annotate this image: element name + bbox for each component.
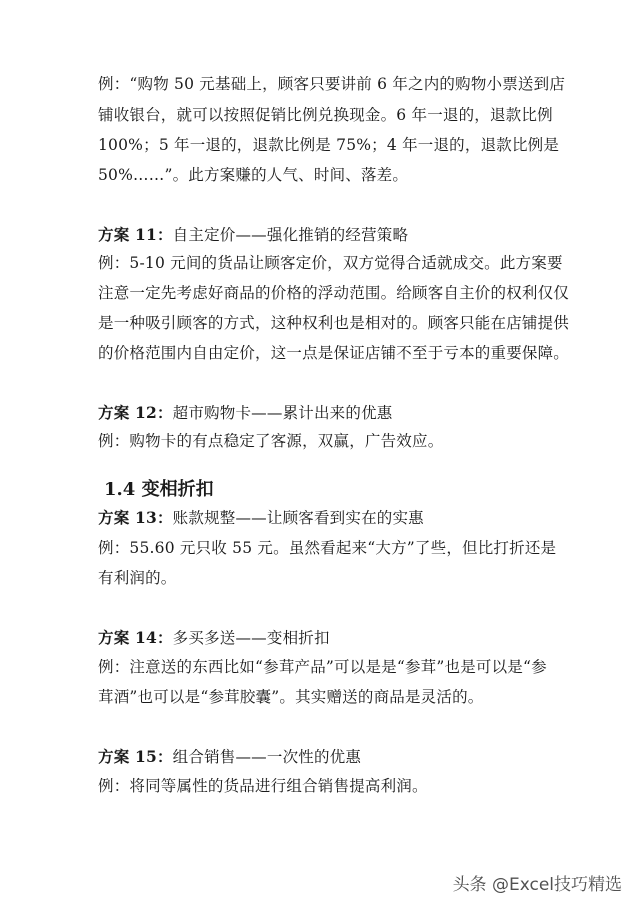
plan15-title-line [98, 747, 361, 767]
p1-line-3: 100%；5 年一退的，退款比例是 75%；4 年一退的，退款比例是 [98, 136, 560, 154]
plan15-title: 组合销售——一次性的优惠 [172, 748, 362, 766]
plan13-line-2: 有利润的。 [98, 569, 177, 587]
plan15-label: 方案 15： [98, 747, 173, 766]
p1-line-1: 例：“购物 50 元基础上，顾客只要讲前 6 年之内的购物小票送到店 [98, 75, 566, 93]
plan13-title: 账款规整——让顾客看到实在的实惠 [172, 509, 424, 527]
plan11-line-2: 注意一定先考虑好商品的价格的浮动范围。给顾客自主价的权利仅仅 [98, 284, 570, 302]
plan11-title: 自主定价——强化推销的经营策略 [172, 226, 409, 244]
plan15-line-1: 例：将同等属性的货品进行组合销售提高利润。 [98, 777, 428, 795]
p1-line-2: 铺收银台，就可以按照促销比例兑换现金。6 年一退的，退款比例 [98, 106, 553, 124]
plan11-line-1: 例：5-10 元间的货品让顾客定价，双方觉得合适就成交。此方案要 [98, 254, 563, 272]
plan14-label: 方案 14： [98, 628, 173, 647]
plan12-line-1: 例：购物卡的有点稳定了客源，双赢，广告效应。 [98, 432, 444, 450]
plan11-title-line [98, 225, 408, 245]
section-heading: 1.4 变相折扣 [104, 479, 214, 500]
plan14-title-line [98, 628, 330, 648]
plan14-line-1: 例：注意送的东西比如“参茸产品”可以是是“参茸”也是可以是“参 [98, 658, 547, 676]
plan11-line-3: 是一种吸引顾客的方式，这种权利也是相对的。顾客只能在店铺提供 [98, 314, 570, 332]
p1-line-4: 50%……”。此方案赚的人气、时间、落差。 [98, 166, 409, 184]
plan11-label: 方案 11： [98, 225, 173, 244]
plan13-label: 方案 13： [98, 508, 173, 527]
plan13-title-line [98, 508, 424, 528]
plan11-line-4: 的价格范围内自由定价，这一点是保证店铺不至于亏本的重要保障。 [98, 344, 570, 362]
plan13-line-1: 例：55.60 元只收 55 元。虽然看起来“大方”了些，但比打折还是 [98, 539, 557, 557]
plan12-title-line [98, 403, 392, 423]
watermark-text: 头条 @Excel技巧精选 [452, 875, 622, 895]
plan12-label: 方案 12： [98, 403, 173, 422]
plan14-line-2: 茸酒”也可以是“参茸胶囊”。其实赠送的商品是灵活的。 [98, 688, 484, 706]
plan14-title: 多买多送——变相折扣 [172, 629, 330, 647]
plan12-title: 超市购物卡——累计出来的优惠 [172, 404, 393, 422]
